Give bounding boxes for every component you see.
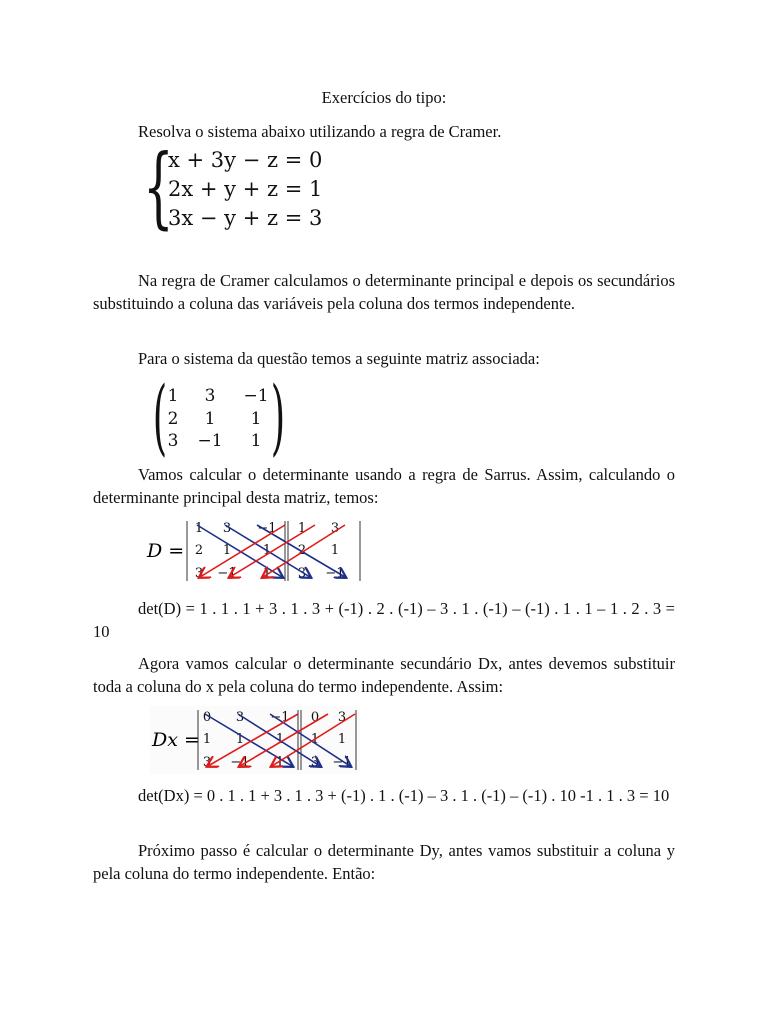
matrix-right-paren: ) — [270, 370, 286, 465]
matrix-cell: 1 — [250, 431, 262, 451]
sarrus-dx-diagram — [150, 706, 360, 774]
cramer-explanation: Na regra de Cramer calculamos o determinante principal e depois os secundários substituindo a coluna das variáveis pela coluna dos termos independente. — [93, 271, 675, 313]
sarrus-dx-cell: 3 — [202, 755, 212, 770]
sarrus-dx-cell: 3 — [310, 755, 320, 770]
instruction-text: Resolva o sistema abaixo utilizando a regra de Cramer. — [138, 122, 502, 141]
sarrus-dx-cell: 1 — [275, 732, 285, 747]
dx-label: Dx = — [152, 729, 200, 751]
sarrus-d-cell: 3 — [222, 521, 232, 536]
sarrus-dx-cell: 0 — [310, 710, 320, 725]
sarrus-dx-cell: 1 — [337, 732, 347, 747]
sarrus-d-cell: 1 — [222, 543, 232, 558]
sarrus-dx-cell: 3 — [235, 710, 245, 725]
sarrus-intro: Vamos calcular o determinante usando a regra de Sarrus. Assim, calculando o determinante principal desta matriz, temos: — [93, 465, 675, 507]
matrix-cell: 3 — [167, 431, 179, 451]
sarrus-dx-cell: −1 — [270, 710, 290, 725]
sarrus-d-cell: 2 — [297, 543, 307, 558]
matrix-cell: 1 — [167, 386, 179, 406]
sarrus-d-cell: −1 — [217, 566, 237, 581]
sarrus-dx-cell: 1 — [310, 732, 320, 747]
matrix-cell: −1 — [197, 431, 223, 451]
sarrus-dx-cell: 1 — [275, 755, 285, 770]
sarrus-dx-cell: 0 — [202, 710, 212, 725]
sarrus-dx-cell: −1 — [230, 755, 250, 770]
matrix-cell: 3 — [204, 386, 216, 406]
sarrus-dx-cell: 1 — [202, 732, 212, 747]
sarrus-d-diagram — [145, 517, 365, 585]
sarrus-dx-cell: −1 — [332, 755, 352, 770]
equation-3: 3x − y + z = 3 — [168, 206, 323, 230]
sarrus-d-cell: 3 — [330, 521, 340, 536]
sarrus-d-cell: −1 — [325, 566, 345, 581]
sarrus-d-cell: 1 — [194, 521, 204, 536]
dy-intro: Próximo passo é calcular o determinante Dy, antes vamos substituir a coluna y pela coluna do termo independente. Então: — [93, 841, 675, 883]
matrix-cell: 1 — [250, 409, 262, 429]
matrix-cell: 1 — [204, 409, 216, 429]
matrix-intro: Para o sistema da questão temos a seguinte matriz associada: — [138, 349, 540, 368]
sarrus-d-cell: 1 — [330, 543, 340, 558]
matrix-left-paren: ( — [152, 370, 168, 465]
d-label: D = — [147, 540, 185, 562]
sarrus-d-cell: 1 — [262, 543, 272, 558]
sarrus-d-cell: 3 — [297, 566, 307, 581]
equation-1: x + 3y − z = 0 — [168, 148, 323, 172]
sarrus-dx-cell: 1 — [235, 732, 245, 747]
dx-intro: Agora vamos calcular o determinante secundário Dx, antes devemos substituir toda a coluna do x pela coluna do termo independente. Assim: — [93, 654, 675, 696]
system-brace: { — [143, 135, 174, 238]
matrix-cell: −1 — [243, 386, 269, 406]
sarrus-d-cell: −1 — [257, 521, 277, 536]
det-dx-result: det(Dx) = 0 . 1 . 1 + 3 . 1 . 3 + (-1) . 1 . (-1) – 3 . 1 . (-1) – (-1) . 10 -1 . 1 . 3 = 10 — [138, 786, 670, 805]
sarrus-d-cell: 2 — [194, 543, 204, 558]
matrix-cell: 2 — [167, 409, 179, 429]
sarrus-d-cell: 1 — [262, 566, 272, 581]
sarrus-d-cell: 1 — [297, 521, 307, 536]
det-d-result: det(D) = 1 . 1 . 1 + 3 . 1 . 3 + (-1) . 2 . (-1) – 3 . 1 . (-1) – (-1) . 1 . 1 – 1 . 2 . 3 = 10 — [93, 599, 675, 641]
page-title: Exercícios do tipo: — [321, 88, 447, 107]
sarrus-dx-cell: 3 — [337, 710, 347, 725]
equation-2: 2x + y + z = 1 — [168, 177, 323, 201]
sarrus-d-cell: 3 — [194, 566, 204, 581]
